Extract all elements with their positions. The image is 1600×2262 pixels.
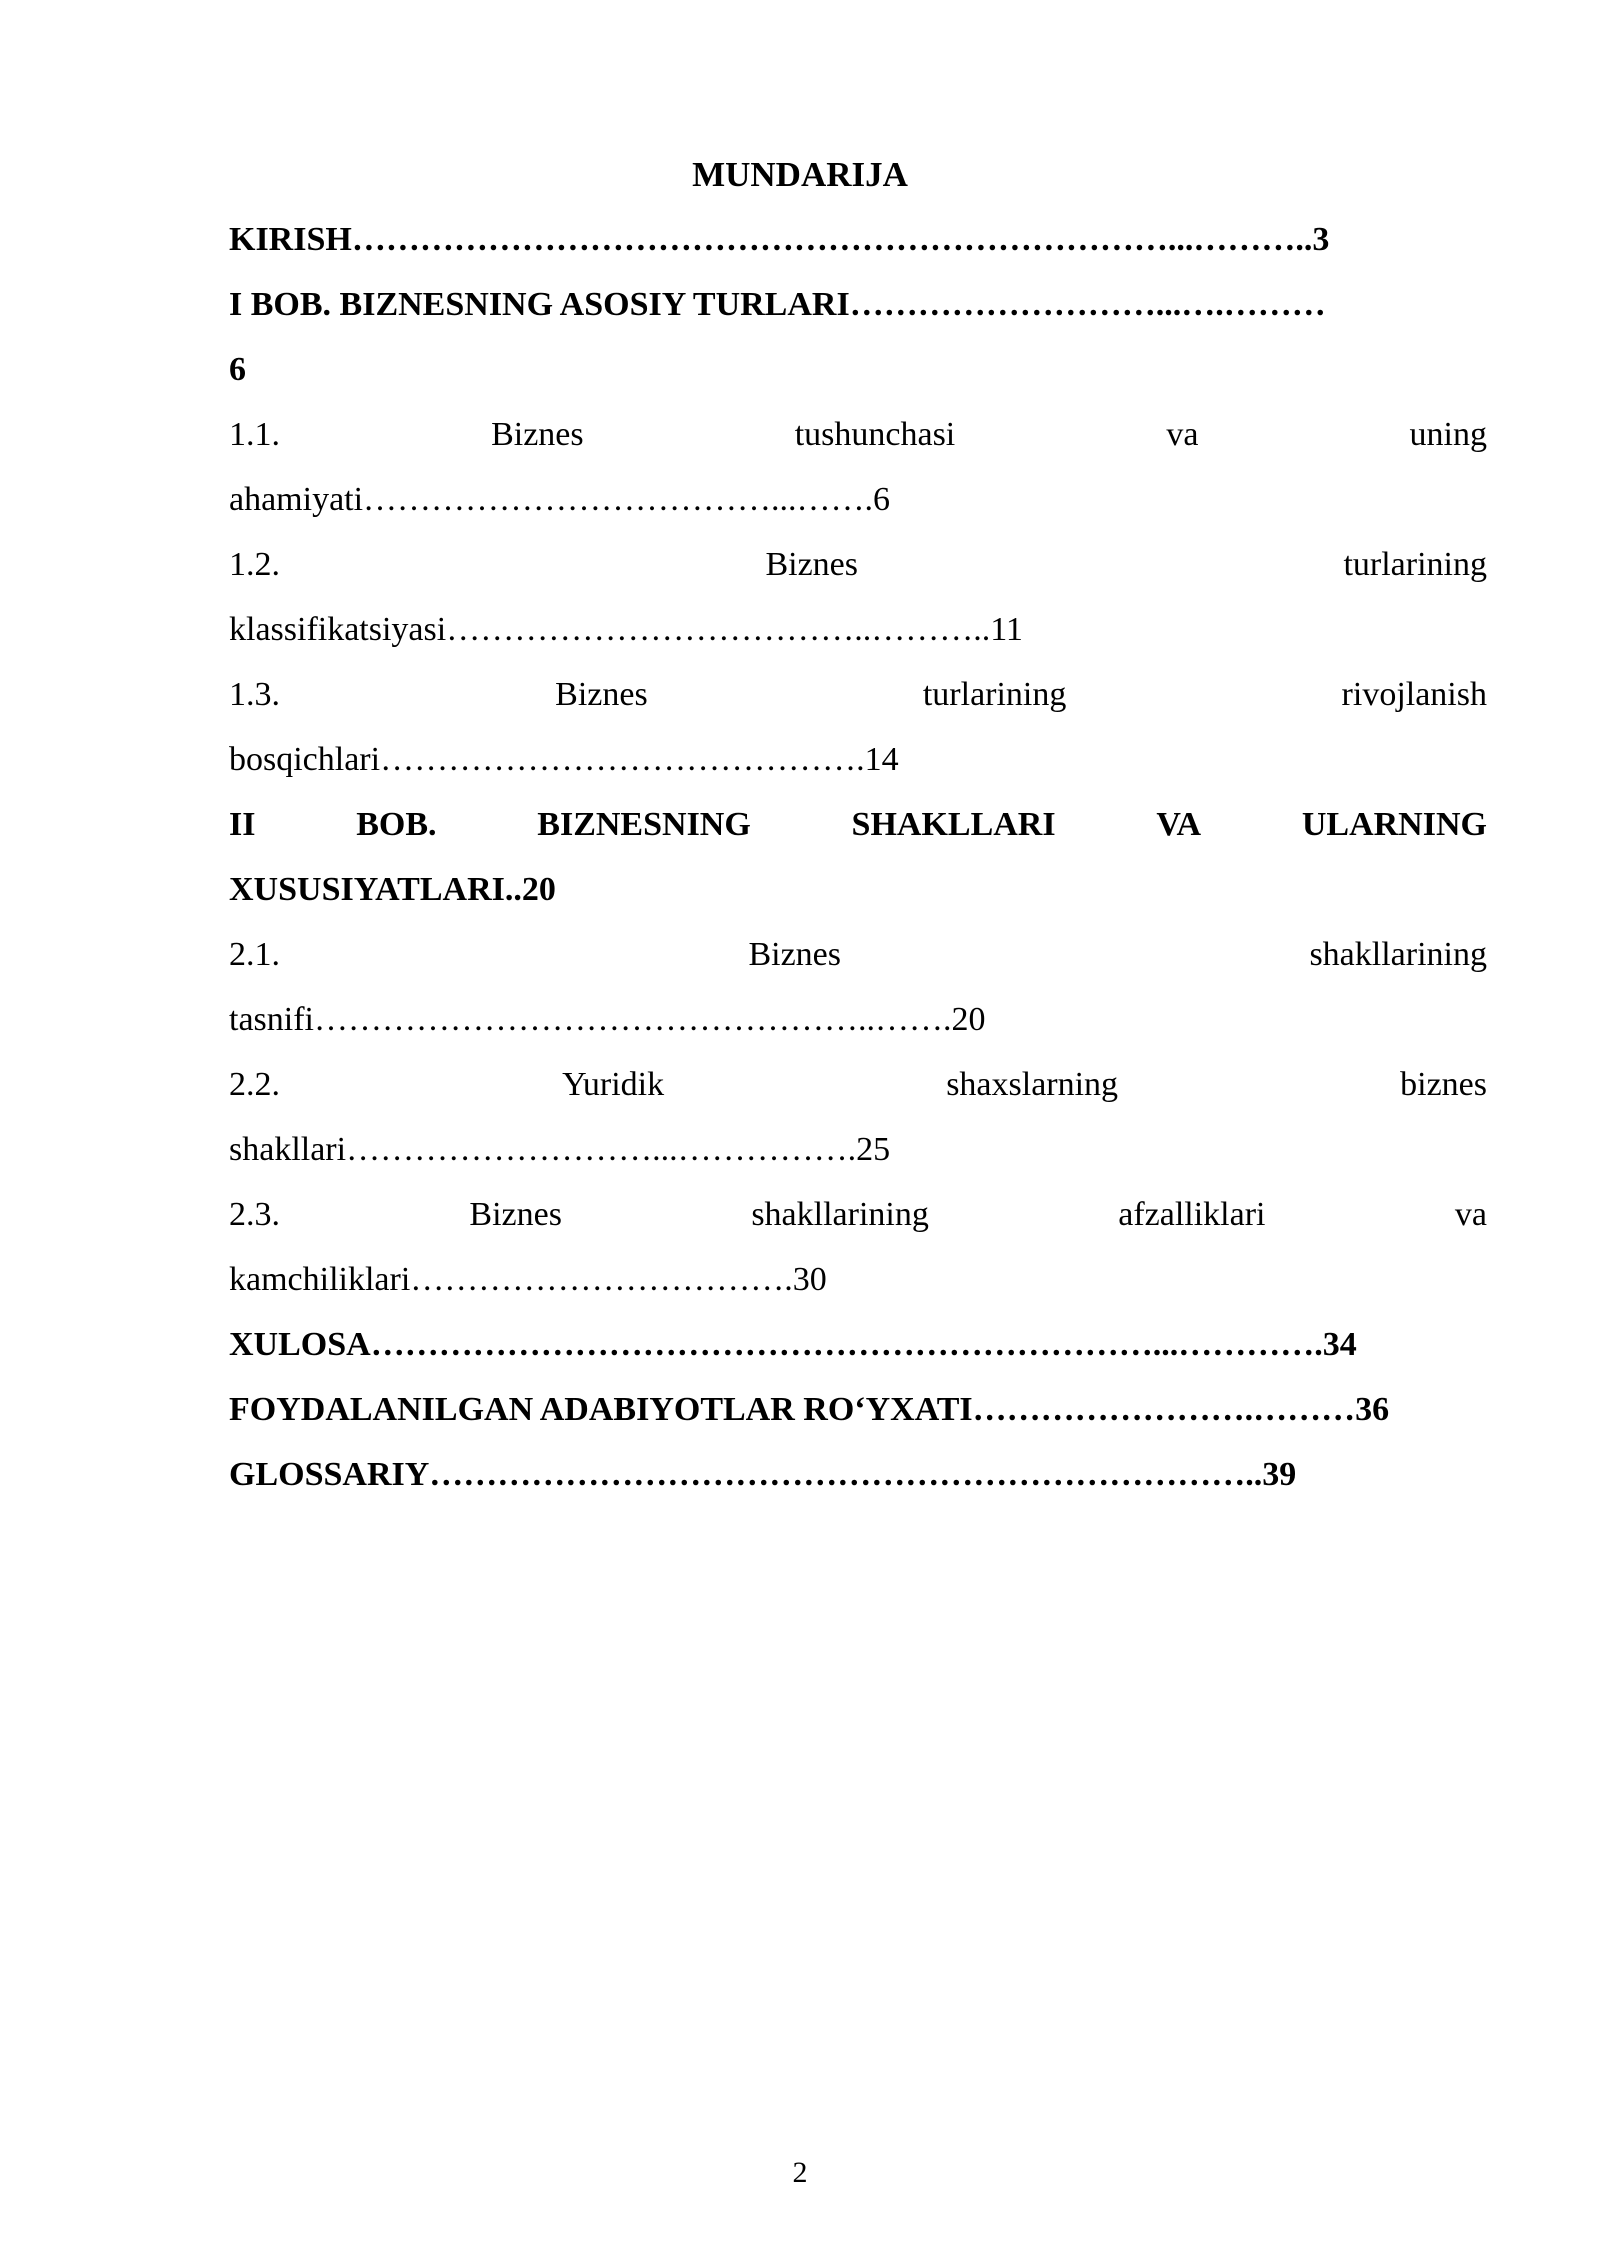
toc-word: va [1166,416,1199,453]
toc-word: ULARNING [1301,806,1487,843]
toc-entry-chapter-2-page: XUSUSIYATLARI..20 [229,871,556,908]
toc-word: 2.3. [229,1196,280,1233]
toc-entry-xulosa: XULOSA……………………………………………………………...………….34 [229,1326,1357,1363]
toc-entry-1-2-page: klassifikatsiyasi………………………………..………..11 [229,611,1023,648]
toc-word: uning [1409,416,1487,453]
toc-word: II [229,806,256,843]
toc-entry-glossariy: GLOSSARIY………………………………………………………………..39 [229,1456,1297,1493]
toc-entry-chapter-2 [229,805,1487,845]
toc-word: 2.1. [229,936,280,973]
toc-entry-2-1-page: tasnifi…………………………………………..…….20 [229,1001,986,1038]
toc-word: 2.2. [229,1066,280,1103]
toc-word: Yuridik [562,1066,665,1103]
toc-word: Biznes [555,676,648,713]
toc-word: turlarining [1343,546,1487,583]
toc-word: 1.2. [229,546,280,583]
toc-entry-chapter-1: I BOB. BIZNESNING ASOSIY TURLARI………………………...….……… [229,286,1326,323]
toc-word: biznes [1400,1066,1487,1103]
toc-word: shakllarining [751,1196,929,1233]
toc-title: MUNDARIJA [692,155,908,194]
toc-word: rivojlanish [1341,676,1487,713]
toc-word: afzalliklari [1118,1196,1266,1233]
toc-entry-chapter-1-page: 6 [229,351,246,388]
toc-word: VA [1156,806,1202,843]
toc-word: Biznes [765,546,858,583]
toc-word: shakllarining [1309,936,1487,973]
toc-entry-2-2 [229,1065,1487,1105]
toc-entry-1-3 [229,675,1487,715]
toc-word: BOB. [356,806,437,843]
toc-word: Biznes [748,936,841,973]
toc-entry-2-1 [229,935,1487,975]
toc-entry-1-3-page: bosqichlari…………………………………….14 [229,741,899,778]
toc-entry-2-3 [229,1195,1487,1235]
toc-entry-2-3-page: kamchiliklari…………………………….30 [229,1261,827,1298]
toc-word: shaxslarning [946,1066,1119,1103]
toc-entry-1-1-page: ahamiyati………………………………...…….6 [229,481,891,518]
toc-word: va [1454,1196,1487,1233]
toc-word: turlarining [922,676,1067,713]
toc-entry-2-2-page: shakllari………………………...…………….25 [229,1131,891,1168]
toc-word: Biznes [469,1196,562,1233]
toc-word: BIZNESNING [537,806,751,843]
toc-word: tushunchasi [794,416,956,453]
toc-entry-1-1 [229,415,1487,455]
toc-entry-kirish: KIRISH………………………………………………………………...………..3 [229,221,1330,258]
toc-entry-adabiyotlar: FOYDALANILGAN ADABIYOTLAR RO‘YXATI…………………….………36 [229,1391,1390,1428]
page-number: 2 [792,2156,808,2189]
toc-word: 1.3. [229,676,280,713]
toc-word: Biznes [491,416,584,453]
toc-entry-1-2 [229,545,1487,585]
toc-word: SHAKLLARI [851,806,1056,843]
toc-word: 1.1. [229,416,280,453]
